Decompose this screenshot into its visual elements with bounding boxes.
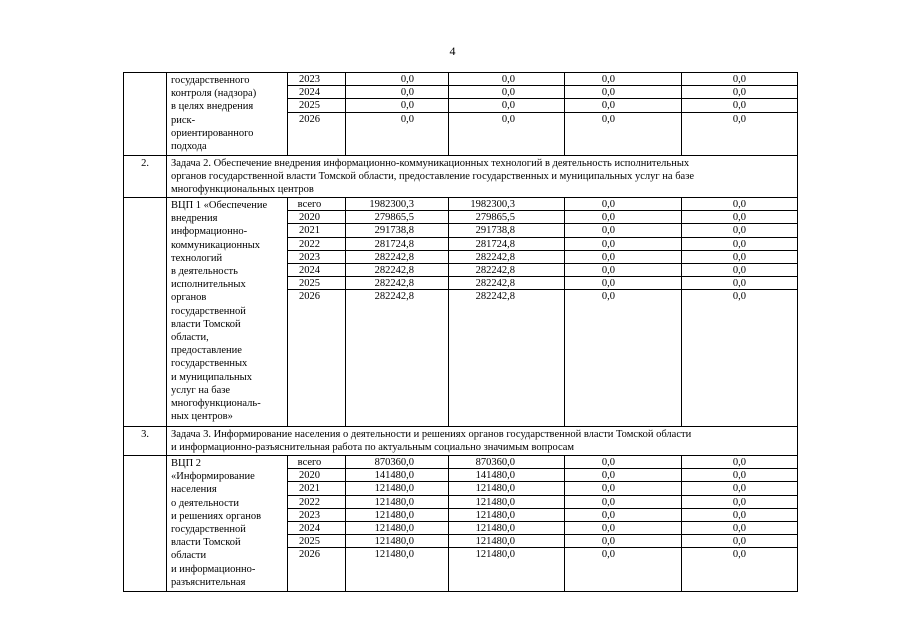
vcp2-regional-value: 141480,0 xyxy=(449,469,564,482)
task3-number: 3. xyxy=(141,429,149,440)
section1-year-cell xyxy=(288,73,346,156)
vcp2-federal-value: 0,0 xyxy=(601,549,615,561)
section1-federal-value: 0,0 xyxy=(565,73,681,86)
vcp1-regional-value: 282242,8 xyxy=(475,291,515,303)
section1-v1-cell xyxy=(346,73,449,156)
section1-name-line: государственного xyxy=(171,75,250,86)
vcp1-regional-value: 282242,8 xyxy=(449,264,564,277)
task3-number-cell xyxy=(124,427,167,456)
vcp1-block xyxy=(124,198,798,427)
vcp1-federal-value: 0,0 xyxy=(565,251,681,264)
section1-year-value: 2026 xyxy=(299,113,320,125)
vcp2-year-cell xyxy=(288,456,346,592)
section1-name-line: ориентированного xyxy=(171,127,254,139)
vcp2-total-value: 870360,0 xyxy=(346,456,448,469)
vcp2-block xyxy=(124,456,798,592)
vcp1-other-value: 0,0 xyxy=(682,277,797,290)
vcp2-name-line: разъяснительная xyxy=(171,576,246,588)
section1-other-value: 0,0 xyxy=(732,113,746,125)
vcp1-total-value: 282242,8 xyxy=(346,264,448,277)
section1-v3-cell xyxy=(565,73,682,156)
vcp2-federal-value: 0,0 xyxy=(565,535,681,548)
task3-row xyxy=(124,427,798,456)
vcp1-federal-value: 0,0 xyxy=(565,238,681,251)
vcp1-other-value: 0,0 xyxy=(732,291,746,303)
section1-total-value: 0,0 xyxy=(346,73,448,86)
vcp1-name-line: ных центров» xyxy=(171,411,233,423)
vcp2-regional-value: 121480,0 xyxy=(449,522,564,535)
vcp2-name xyxy=(167,456,287,589)
section1-v4-cell xyxy=(682,73,798,156)
vcp1-year-value: 2026 xyxy=(299,291,320,303)
vcp1-name-cell xyxy=(167,198,288,427)
vcp1-name-line: предоставление xyxy=(171,345,242,357)
vcp2-other-value: 0,0 xyxy=(682,522,797,535)
section1-regional-value: 0,0 xyxy=(501,113,515,125)
section1-name-line: риск- xyxy=(171,114,196,126)
vcp1-name-line: внедрения xyxy=(171,213,218,225)
vcp2-federal-value: 0,0 xyxy=(565,509,681,522)
vcp1-year-value: 2020 xyxy=(288,211,345,224)
task2-description-line: многофункциональных центров xyxy=(171,184,314,196)
vcp2-total-value: 121480,0 xyxy=(346,496,448,509)
task3-description-line: и информационно-разъяснительная работа по актуальным социально значимым вопросам xyxy=(171,442,575,454)
vcp1-regional-value: 1982300,3 xyxy=(449,198,564,211)
vcp2-regional-value: 870360,0 xyxy=(449,456,564,469)
section1-total-value: 0,0 xyxy=(400,113,414,125)
section1-year-value: 2023 xyxy=(288,73,345,86)
vcp1-total-value: 282242,8 xyxy=(374,291,414,303)
task2-row xyxy=(124,156,798,198)
section1-number-cell xyxy=(124,73,167,156)
vcp2-federal-value: 0,0 xyxy=(565,456,681,469)
vcp1-name-line: власти Томской xyxy=(171,318,241,330)
vcp2-v3-cell xyxy=(565,456,682,592)
vcp1-year-value: 2023 xyxy=(288,251,345,264)
vcp1-name-line: области, xyxy=(171,332,209,344)
vcp2-name-line: государственной xyxy=(171,524,246,536)
vcp2-name-line: власти Томской xyxy=(171,537,241,549)
vcp1-name xyxy=(167,198,287,423)
vcp1-other-value: 0,0 xyxy=(682,198,797,211)
section1-federal-value: 0,0 xyxy=(565,86,681,99)
vcp1-name-line: коммуникационных xyxy=(171,239,261,251)
vcp1-federal-value: 0,0 xyxy=(601,291,615,303)
vcp1-total-value: 1982300,3 xyxy=(346,198,448,211)
task3-description xyxy=(167,427,797,454)
section1-name-line: подхода xyxy=(171,141,207,153)
vcp1-name-line: государственной xyxy=(171,305,246,317)
vcp2-regional-value: 121480,0 xyxy=(449,535,564,548)
vcp2-regional-value: 121480,0 xyxy=(449,496,564,509)
vcp2-year-value: 2020 xyxy=(288,469,345,482)
section1-other-value: 0,0 xyxy=(682,73,797,86)
vcp2-other-value: 0,0 xyxy=(682,535,797,548)
vcp2-other-value: 0,0 xyxy=(732,549,746,561)
vcp2-total-value: 141480,0 xyxy=(346,469,448,482)
vcp2-other-value: 0,0 xyxy=(682,482,797,495)
vcp1-name-line: ВЦП 1 «Обеспечение xyxy=(171,200,268,211)
vcp1-other-value: 0,0 xyxy=(682,211,797,224)
section1-name-line: контроля (надзора) xyxy=(171,88,257,100)
vcp1-other-value: 0,0 xyxy=(682,224,797,237)
vcp2-total-value: 121480,0 xyxy=(346,535,448,548)
section1-year-value: 2025 xyxy=(288,99,345,112)
task2-description-line: Задача 2. Обеспечение внедрения информационно-коммуникационных технологий в деятельность исполнительных xyxy=(171,158,690,169)
vcp2-year-value: всего xyxy=(288,456,345,469)
section1-regional-value: 0,0 xyxy=(449,99,564,112)
vcp1-total-value: 282242,8 xyxy=(346,251,448,264)
vcp1-name-line: органов xyxy=(171,292,207,304)
vcp1-regional-value: 281724,8 xyxy=(449,238,564,251)
vcp2-number-cell xyxy=(124,456,167,592)
vcp1-year-value: всего xyxy=(288,198,345,211)
vcp2-regional-value: 121480,0 xyxy=(449,482,564,495)
section1-federal-value: 0,0 xyxy=(565,99,681,112)
task2-number: 2. xyxy=(141,158,149,169)
task2-description-cell xyxy=(167,156,798,198)
section1-total-value: 0,0 xyxy=(346,86,448,99)
vcp1-total-value: 291738,8 xyxy=(346,224,448,237)
vcp2-federal-value: 0,0 xyxy=(565,482,681,495)
vcp1-name-line: услуг на базе xyxy=(171,384,231,396)
vcp2-other-value: 0,0 xyxy=(682,469,797,482)
section1-total-value: 0,0 xyxy=(346,99,448,112)
vcp2-name-line: «Информирование xyxy=(171,471,255,483)
section1-other-value: 0,0 xyxy=(682,86,797,99)
budget-table xyxy=(123,72,798,592)
vcp2-name-line: и информационно- xyxy=(171,563,256,575)
vcp2-name-line: о деятельности xyxy=(171,497,239,509)
task2-description xyxy=(167,156,797,197)
vcp1-v3-cell xyxy=(565,198,682,427)
vcp2-regional-value: 121480,0 xyxy=(449,509,564,522)
vcp1-v4-cell xyxy=(682,198,798,427)
vcp1-year-value: 2025 xyxy=(288,277,345,290)
vcp2-v2-cell xyxy=(449,456,565,592)
section1-name-cell xyxy=(167,73,288,156)
vcp2-total-value: 121480,0 xyxy=(346,509,448,522)
vcp1-federal-value: 0,0 xyxy=(565,198,681,211)
vcp1-regional-value: 282242,8 xyxy=(449,277,564,290)
task2-number-cell xyxy=(124,156,167,198)
vcp1-name-line: многофункциональ- xyxy=(171,398,261,410)
vcp1-year-value: 2021 xyxy=(288,224,345,237)
vcp2-total-value: 121480,0 xyxy=(346,482,448,495)
section1-regional-value: 0,0 xyxy=(449,86,564,99)
vcp2-federal-value: 0,0 xyxy=(565,496,681,509)
vcp1-year-value: 2024 xyxy=(288,264,345,277)
vcp2-name-line: и решениях органов xyxy=(171,510,262,522)
task3-description-cell xyxy=(167,427,798,456)
vcp1-federal-value: 0,0 xyxy=(565,211,681,224)
section1-regional-value: 0,0 xyxy=(449,73,564,86)
vcp1-total-value: 282242,8 xyxy=(346,277,448,290)
vcp2-total-value: 121480,0 xyxy=(346,522,448,535)
vcp2-name-line: населения xyxy=(171,484,217,496)
vcp1-regional-value: 291738,8 xyxy=(449,224,564,237)
vcp1-regional-value: 279865,5 xyxy=(449,211,564,224)
vcp1-name-line: и муниципальных xyxy=(171,371,252,383)
vcp2-name-cell xyxy=(167,456,288,592)
vcp2-other-value: 0,0 xyxy=(682,496,797,509)
vcp2-other-value: 0,0 xyxy=(682,456,797,469)
vcp1-total-value: 279865,5 xyxy=(346,211,448,224)
section1-name xyxy=(167,73,287,153)
vcp2-federal-value: 0,0 xyxy=(565,469,681,482)
vcp1-name-line: в деятельность xyxy=(171,266,238,278)
vcp1-name-line: исполнительных xyxy=(171,279,246,291)
vcp1-v2-cell xyxy=(449,198,565,427)
vcp1-v1-cell xyxy=(346,198,449,427)
section1-block xyxy=(124,73,798,156)
vcp1-number-cell xyxy=(124,198,167,427)
vcp2-year-value: 2026 xyxy=(299,549,320,561)
vcp1-total-value: 281724,8 xyxy=(346,238,448,251)
vcp1-year-value: 2022 xyxy=(288,238,345,251)
section1-other-value: 0,0 xyxy=(682,99,797,112)
vcp2-year-value: 2024 xyxy=(288,522,345,535)
section1-name-line: в целях внедрения xyxy=(171,101,254,113)
vcp1-federal-value: 0,0 xyxy=(565,224,681,237)
vcp1-name-line: государственных xyxy=(171,358,248,370)
vcp1-year-cell xyxy=(288,198,346,427)
vcp2-regional-value: 121480,0 xyxy=(475,549,515,561)
task2-description-line: органов государственной власти Томской области, предоставление государственных и муниципальных услуг на базе xyxy=(171,171,695,183)
vcp2-year-value: 2025 xyxy=(288,535,345,548)
vcp2-year-value: 2021 xyxy=(288,482,345,495)
vcp1-federal-value: 0,0 xyxy=(565,277,681,290)
section1-year-value: 2024 xyxy=(288,86,345,99)
section1-federal-value: 0,0 xyxy=(601,113,615,125)
vcp1-name-line: технологий xyxy=(171,252,223,264)
vcp2-year-value: 2022 xyxy=(288,496,345,509)
vcp2-name-line: ВЦП 2 xyxy=(171,458,202,469)
vcp2-other-value: 0,0 xyxy=(682,509,797,522)
task3-description-line: Задача 3. Информирование населения о деятельности и решениях органов государственной власти Томской области xyxy=(171,429,692,440)
section1-v2-cell xyxy=(449,73,565,156)
vcp1-name-line: информационно- xyxy=(171,226,248,238)
vcp2-year-value: 2023 xyxy=(288,509,345,522)
vcp2-total-value: 121480,0 xyxy=(374,549,414,561)
vcp1-other-value: 0,0 xyxy=(682,238,797,251)
vcp1-regional-value: 282242,8 xyxy=(449,251,564,264)
vcp1-other-value: 0,0 xyxy=(682,264,797,277)
vcp2-v1-cell xyxy=(346,456,449,592)
vcp2-v4-cell xyxy=(682,456,798,592)
vcp2-federal-value: 0,0 xyxy=(565,522,681,535)
page-number: 4 xyxy=(449,44,456,58)
vcp1-other-value: 0,0 xyxy=(682,251,797,264)
vcp2-name-line: области xyxy=(171,550,207,562)
vcp1-federal-value: 0,0 xyxy=(565,264,681,277)
